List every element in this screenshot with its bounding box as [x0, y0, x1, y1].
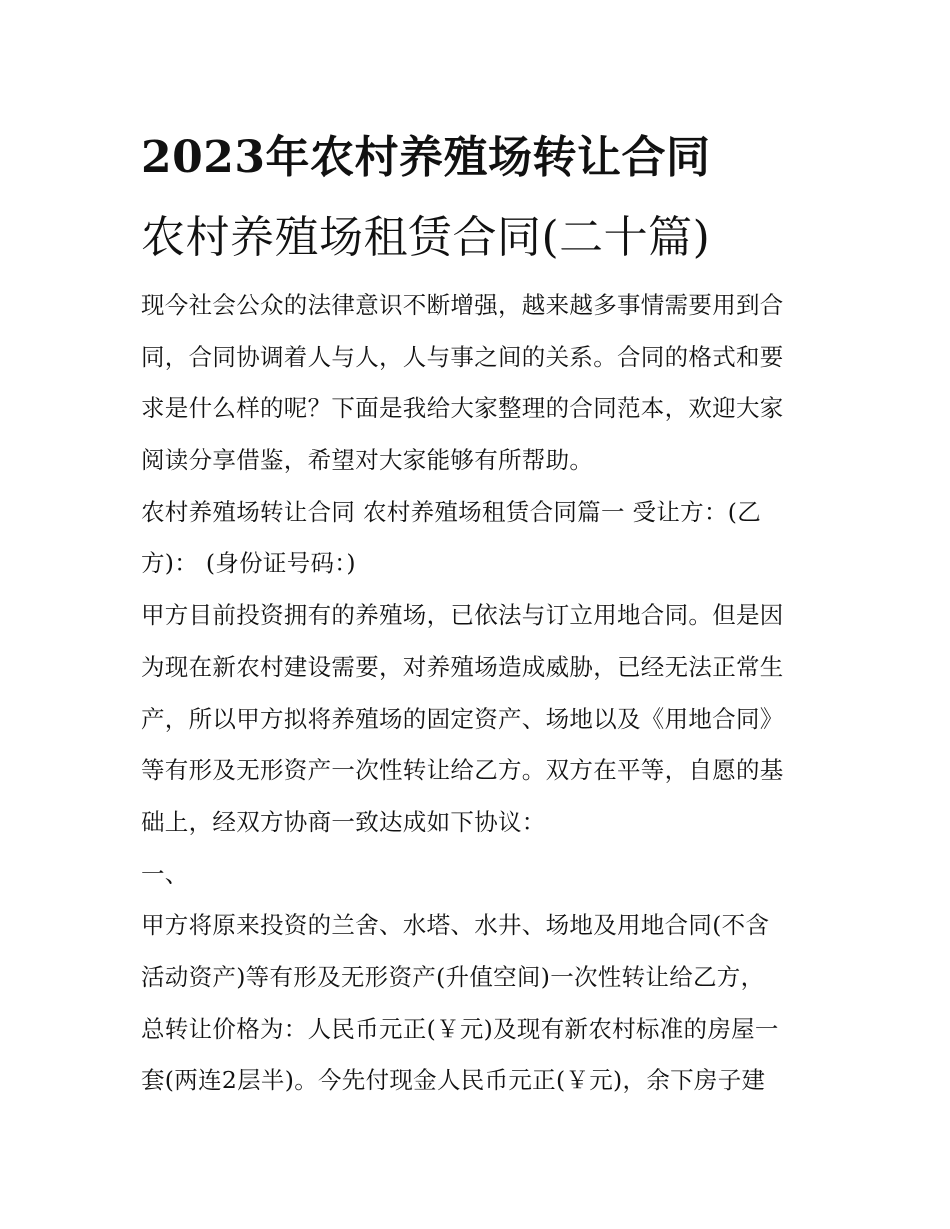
background-paragraph: [141, 590, 813, 848]
text-line: 现今社会公众的法律意识不断增强，越来越多事情需要用到合: [141, 291, 784, 319]
text-line: 为现在新农村建设需要，对养殖场造成威胁，已经无法正常生: [141, 652, 784, 681]
clause-paragraph: [141, 900, 813, 1107]
text-line: 农村养殖场转让合同 农村养殖场租赁合同篇一 受让方：(乙: [141, 497, 762, 526]
intro-paragraph: [141, 280, 813, 487]
text-line: 甲方将原来投资的兰舍、水塔、水井、场地及用地合同(不含: [141, 911, 770, 940]
text-line: 同，合同协调着人与人，人与事之间的关系。合同的格式和要: [141, 342, 784, 371]
text-line: 套(两连2层半)。今先付现金人民币元正(￥元)，余下房子建: [141, 1066, 766, 1095]
title-line-2: 农村养殖场租赁合同(二十篇): [141, 212, 711, 263]
section-heading: [141, 849, 813, 901]
text-line: 阅读分享借鉴，希望对大家能够有所帮助。: [141, 446, 594, 475]
title-line-1: 2023年农村养殖场转让合同: [141, 132, 711, 183]
section-number: 一、: [141, 859, 189, 888]
text-line: 等有形及无形资产一次性转让给乙方。双方在平等，自愿的基: [141, 756, 784, 785]
document-body: [141, 118, 813, 1107]
text-line: 活动资产)等有形及无形资产(升值空间)一次性转让给乙方，: [141, 962, 765, 991]
document-title: [141, 118, 813, 278]
text-line: 产，所以甲方拟将养殖场的固定资产、场地以及《用地合同》: [141, 704, 784, 733]
text-line: 总转让价格为：人民币元正(￥元)及现有新农村标准的房屋一: [141, 1014, 779, 1043]
parties-paragraph: [141, 487, 813, 590]
text-line: 甲方目前投资拥有的养殖场，已依法与订立用地合同。但是因: [141, 601, 784, 630]
text-line: 求是什么样的呢？下面是我给大家整理的合同范本，欢迎大家: [141, 394, 784, 423]
text-line: 方)： (身份证号码：): [141, 549, 356, 578]
text-line: 础上，经双方协商一致达成如下协议：: [141, 807, 546, 836]
